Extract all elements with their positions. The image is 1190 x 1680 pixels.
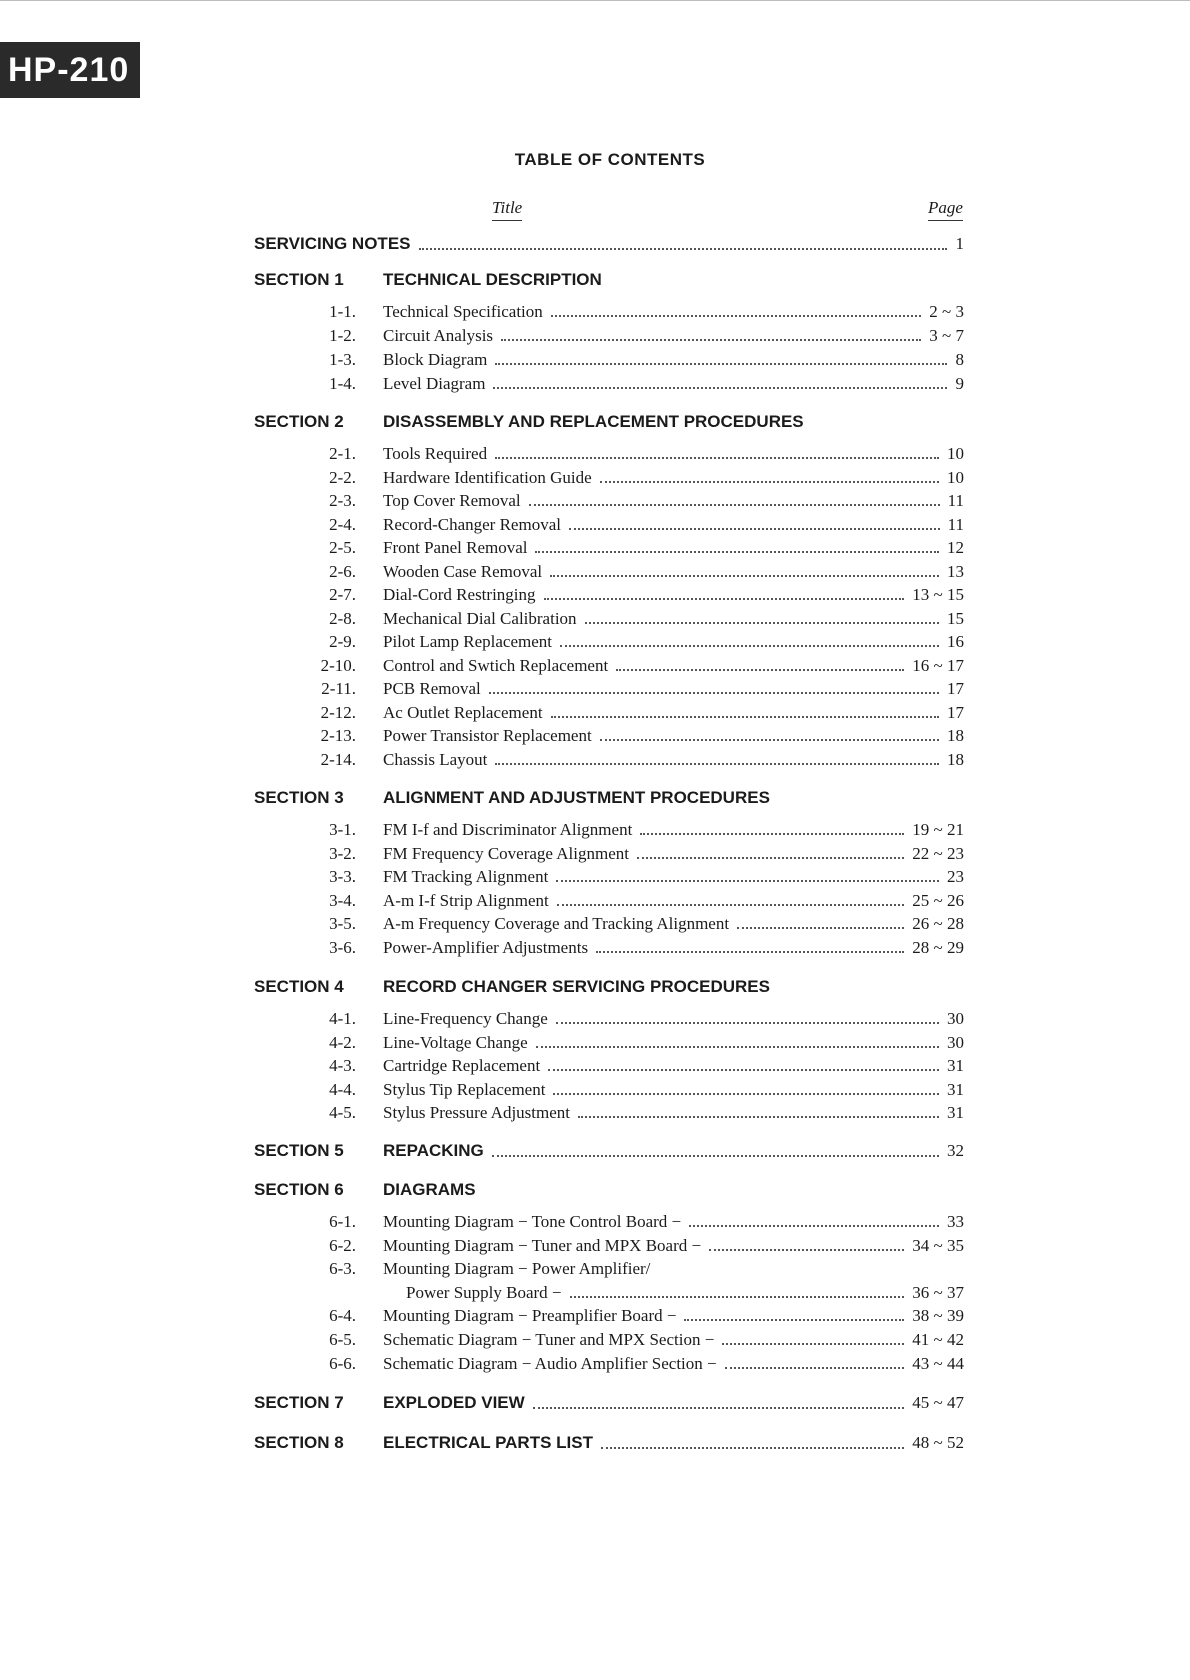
item-page	[890, 1033, 964, 1053]
section-heading	[0, 1180, 1190, 1206]
item-number: 2-13.	[320, 726, 356, 745]
toc-row	[0, 1033, 1190, 1057]
item-title: Dial-Cord Restringing	[383, 585, 536, 604]
leader-dots	[560, 645, 939, 647]
item-page-number: 18	[947, 726, 964, 745]
leader-dots	[556, 1022, 939, 1024]
model-badge: HP-210	[0, 42, 140, 98]
item-page	[890, 1330, 964, 1350]
toc-row	[0, 1306, 1190, 1330]
item-page-number: 38 ~ 39	[912, 1306, 964, 1326]
item-page-number: 41 ~ 42	[912, 1330, 964, 1349]
item-page	[890, 538, 964, 558]
item-page	[890, 1354, 964, 1374]
toc-row	[0, 302, 1190, 326]
item-page-number: 13	[947, 561, 964, 581]
section-page	[890, 1433, 964, 1453]
leader-dots	[489, 692, 939, 694]
toc-row	[0, 350, 1190, 374]
item-page-number: 34 ~ 35	[912, 1235, 964, 1255]
item-number: 6-6.	[329, 1353, 356, 1373]
item-title: A-m Frequency Coverage and Tracking Alignment	[383, 914, 730, 934]
leader-dots	[501, 339, 921, 341]
item-number: 1-3.	[329, 350, 356, 369]
toc-row	[0, 515, 1190, 539]
item-page	[890, 1212, 964, 1232]
item-title: Hardware Identification Guide	[383, 467, 592, 487]
item-page-number: 30	[947, 1032, 964, 1052]
item-number: 3-5.	[329, 914, 356, 934]
leader-dots	[550, 575, 939, 577]
item-number: 3-6.	[329, 938, 356, 957]
item-number: 3-2.	[329, 843, 356, 863]
toc-row	[0, 844, 1190, 868]
toc-row	[0, 538, 1190, 562]
item-number: 2-1.	[329, 444, 356, 463]
item-page	[890, 491, 964, 511]
item-number: 2-12.	[320, 702, 356, 722]
item-title: Schematic Diagram − Tuner and MPX Section −	[383, 1330, 715, 1349]
item-page-number: 33	[947, 1212, 964, 1231]
item-page-number: 11	[947, 514, 964, 534]
leader-dots	[600, 739, 939, 741]
item-title: Power Transistor Replacement	[383, 726, 592, 745]
toc-row	[0, 938, 1190, 962]
item-number: 2-8.	[329, 608, 356, 628]
item-number: 6-3.	[329, 1259, 356, 1279]
item-page-number: 19 ~ 21	[912, 820, 964, 839]
item-page	[890, 1009, 964, 1029]
leader-dots	[529, 504, 940, 506]
item-number: 1-2.	[329, 326, 356, 345]
leader-dots	[616, 669, 904, 671]
item-number: 3-1.	[329, 820, 356, 839]
item-page-number: 30	[947, 1009, 964, 1028]
item-page-number: 2 ~ 3	[929, 302, 964, 321]
section-heading	[0, 788, 1190, 814]
item-page-number: 10	[947, 467, 964, 487]
item-page-number: 15	[947, 608, 964, 628]
item-page	[890, 867, 964, 887]
section-title: TECHNICAL DESCRIPTION	[383, 270, 602, 289]
leader-dots	[492, 1155, 939, 1157]
section-page-number: 48 ~ 52	[912, 1433, 964, 1452]
toc-row	[0, 632, 1190, 656]
toc-row	[0, 1080, 1190, 1104]
toc-row	[0, 374, 1190, 398]
section-page	[890, 1393, 964, 1413]
item-page	[890, 326, 964, 346]
section-title: DISASSEMBLY AND REPLACEMENT PROCEDURES	[383, 412, 804, 431]
item-number: 2-7.	[329, 585, 356, 604]
toc-row	[0, 468, 1190, 492]
leader-dots	[585, 622, 939, 624]
item-number: 6-1.	[329, 1212, 356, 1231]
section-heading	[0, 1141, 1190, 1167]
item-title: Ac Outlet Replacement	[383, 702, 543, 722]
item-page-number: 12	[947, 538, 964, 557]
item-page	[890, 938, 964, 958]
toc-row	[0, 1283, 1190, 1307]
toc-row	[0, 609, 1190, 633]
item-page	[890, 1236, 964, 1256]
servicing-notes-page-number: 1	[955, 234, 964, 253]
item-title: Mounting Diagram − Power Amplifier/	[383, 1259, 651, 1279]
section-title: EXPLODED VIEW	[383, 1393, 525, 1412]
item-page-number: 16	[947, 632, 964, 651]
item-number: 2-10.	[320, 655, 356, 675]
section-heading	[0, 1433, 1190, 1459]
leader-dots	[737, 927, 904, 929]
item-title: Cartridge Replacement	[383, 1056, 541, 1076]
item-page-number: 9	[955, 374, 964, 393]
item-title: Schematic Diagram − Audio Amplifier Section −	[383, 1353, 717, 1373]
item-title: Mounting Diagram − Tone Control Board −	[383, 1212, 682, 1231]
leader-dots	[725, 1367, 904, 1369]
item-number: 2-5.	[329, 538, 356, 557]
leader-dots	[689, 1225, 939, 1227]
toc-row	[0, 656, 1190, 680]
section-number: SECTION 4	[254, 977, 344, 996]
leader-dots	[495, 763, 939, 765]
section-number: SECTION 5	[254, 1141, 344, 1160]
item-page-number: 31	[947, 1079, 964, 1099]
item-page	[890, 891, 964, 911]
item-page-number: 22 ~ 23	[912, 843, 964, 863]
item-title: Mounting Diagram − Tuner and MPX Board −	[383, 1235, 702, 1255]
item-title: FM Tracking Alignment	[383, 867, 549, 887]
leader-dots	[569, 528, 940, 530]
toc-row	[0, 562, 1190, 586]
item-title: Power Supply Board −	[406, 1282, 562, 1302]
section-number: SECTION 8	[254, 1433, 344, 1452]
leader-dots	[557, 904, 904, 906]
leader-dots	[640, 833, 904, 835]
leader-dots	[601, 1447, 904, 1449]
leader-dots	[596, 951, 904, 953]
leader-dots	[544, 598, 904, 600]
item-number: 2-11.	[321, 679, 356, 698]
item-title: Level Diagram	[383, 374, 486, 393]
section-page	[890, 1141, 964, 1161]
column-title-heading: Title	[492, 198, 522, 221]
toc-row	[0, 1259, 1190, 1283]
item-number: 3-4.	[329, 890, 356, 910]
section-title: REPACKING	[383, 1141, 484, 1160]
item-title: Pilot Lamp Replacement	[383, 632, 553, 651]
section-page-number: 45 ~ 47	[912, 1393, 964, 1412]
item-title: FM Frequency Coverage Alignment	[383, 843, 629, 863]
item-title: Mounting Diagram − Preamplifier Board −	[383, 1306, 677, 1326]
item-number: 2-14.	[320, 749, 356, 769]
item-number: 2-4.	[329, 514, 356, 534]
item-title: Chassis Layout	[383, 749, 488, 769]
toc-row	[0, 1009, 1190, 1033]
toc-row	[0, 750, 1190, 774]
item-page-number: 18	[947, 749, 964, 769]
leader-dots	[684, 1319, 904, 1321]
item-page	[890, 1306, 964, 1326]
leader-dots	[551, 315, 921, 317]
item-page	[890, 726, 964, 746]
leader-dots	[600, 481, 939, 483]
section-title: ELECTRICAL PARTS LIST	[383, 1433, 593, 1452]
item-page	[890, 750, 964, 770]
item-page	[890, 444, 964, 464]
servicing-notes-label: SERVICING NOTES	[254, 234, 411, 253]
item-title: FM I-f and Discriminator Alignment	[383, 820, 633, 839]
item-page	[890, 562, 964, 582]
item-page-number: 13 ~ 15	[912, 585, 964, 604]
item-title: Stylus Pressure Adjustment	[383, 1103, 571, 1123]
item-title: Technical Specification	[383, 302, 543, 321]
item-number: 2-9.	[329, 632, 356, 651]
leader-dots	[570, 1296, 904, 1298]
column-page-heading: Page	[928, 198, 963, 221]
item-number: 2-2.	[329, 467, 356, 487]
toc-row	[0, 891, 1190, 915]
toc-row	[0, 326, 1190, 350]
leader-dots	[556, 880, 939, 882]
item-page	[890, 468, 964, 488]
toc-row	[0, 703, 1190, 727]
item-page	[890, 515, 964, 535]
leader-dots	[495, 457, 939, 459]
toc-row	[0, 726, 1190, 750]
item-title: Line-Voltage Change	[383, 1032, 528, 1052]
section-title: ALIGNMENT AND ADJUSTMENT PROCEDURES	[383, 788, 770, 807]
item-page-number: 43 ~ 44	[912, 1353, 964, 1373]
item-title: Wooden Case Removal	[383, 561, 543, 581]
section-title: RECORD CHANGER SERVICING PROCEDURES	[383, 977, 770, 996]
item-page	[890, 1056, 964, 1076]
item-title: Mechanical Dial Calibration	[383, 608, 577, 628]
toc-row	[0, 444, 1190, 468]
item-number: 6-4.	[329, 1306, 356, 1326]
section-heading	[0, 977, 1190, 1003]
leader-dots	[578, 1116, 939, 1118]
item-page-number: 3 ~ 7	[929, 326, 964, 345]
item-title: Power-Amplifier Adjustments	[383, 938, 589, 957]
item-page	[890, 632, 964, 652]
toc-row	[0, 1212, 1190, 1236]
leader-dots	[548, 1069, 939, 1071]
item-title: Tools Required	[383, 444, 488, 463]
toc-row	[0, 1056, 1190, 1080]
section-page-number: 32	[947, 1141, 964, 1160]
toc-row	[0, 1236, 1190, 1260]
item-page-number: 8	[955, 350, 964, 369]
item-number: 4-4.	[329, 1079, 356, 1099]
item-page	[890, 679, 964, 699]
item-number: 1-1.	[329, 302, 356, 321]
item-number: 6-2.	[329, 1235, 356, 1255]
leader-dots	[553, 1093, 939, 1095]
leader-dots	[495, 363, 947, 365]
item-page	[890, 1103, 964, 1123]
section-heading	[0, 1393, 1190, 1419]
item-title: Control and Swtich Replacement	[383, 655, 609, 675]
item-number: 2-3.	[329, 491, 356, 510]
item-title: A-m I-f Strip Alignment	[383, 890, 549, 910]
section-number: SECTION 1	[254, 270, 344, 289]
item-page	[890, 1283, 964, 1303]
section-number: SECTION 3	[254, 788, 344, 807]
leader-dots	[536, 1046, 939, 1048]
toc-row	[0, 914, 1190, 938]
item-page-number: 31	[947, 1056, 964, 1076]
toc-row	[0, 1330, 1190, 1354]
leader-dots	[637, 857, 904, 859]
item-title: Front Panel Removal	[383, 538, 528, 557]
item-page-number: 17	[947, 679, 964, 698]
section-number: SECTION 6	[254, 1180, 344, 1199]
toc-row	[0, 1103, 1190, 1127]
toc-row	[0, 820, 1190, 844]
section-number: SECTION 2	[254, 412, 344, 431]
section-heading	[0, 412, 1190, 438]
item-title: PCB Removal	[383, 679, 481, 698]
item-page	[890, 609, 964, 629]
item-page-number: 25 ~ 26	[912, 890, 964, 910]
item-page	[890, 302, 964, 322]
item-page	[890, 374, 964, 394]
item-number: 2-6.	[329, 561, 356, 581]
item-page-number: 23	[947, 867, 964, 887]
item-title: Stylus Tip Replacement	[383, 1079, 546, 1099]
item-number: 4-1.	[329, 1009, 356, 1028]
section-heading	[0, 270, 1190, 296]
section-title: DIAGRAMS	[383, 1180, 476, 1199]
item-page	[890, 656, 964, 676]
item-title: Line-Frequency Change	[383, 1009, 548, 1028]
item-title: Circuit Analysis	[383, 326, 494, 345]
leader-dots	[551, 716, 939, 718]
toc-row	[0, 491, 1190, 515]
item-number: 4-3.	[329, 1056, 356, 1076]
toc-row	[0, 867, 1190, 891]
item-page-number: 36 ~ 37	[912, 1282, 964, 1302]
leader-dots	[533, 1407, 904, 1409]
item-page	[890, 350, 964, 370]
item-page-number: 26 ~ 28	[912, 914, 964, 934]
item-page	[890, 820, 964, 840]
item-page-number: 11	[947, 491, 964, 510]
item-page	[890, 914, 964, 934]
leader-dots	[493, 387, 947, 389]
servicing-notes-page	[890, 234, 964, 254]
item-number: 3-3.	[329, 867, 356, 887]
page-title: TABLE OF CONTENTS	[514, 150, 706, 169]
leader-dots	[709, 1249, 904, 1251]
item-page	[890, 585, 964, 605]
item-number: 1-4.	[329, 374, 356, 393]
item-number: 6-5.	[329, 1330, 356, 1349]
servicing-notes-row	[0, 234, 1190, 260]
section-number: SECTION 7	[254, 1393, 344, 1412]
item-page-number: 17	[947, 702, 964, 722]
item-title: Top Cover Removal	[383, 491, 521, 510]
item-number: 4-2.	[329, 1032, 356, 1052]
toc-row	[0, 1354, 1190, 1378]
top-rule	[0, 0, 1190, 1]
leader-dots	[722, 1343, 904, 1345]
item-page-number: 16 ~ 17	[912, 655, 964, 675]
toc-row	[0, 679, 1190, 703]
item-page-number: 31	[947, 1103, 964, 1123]
toc-row	[0, 585, 1190, 609]
item-page	[890, 703, 964, 723]
leader-dots	[419, 248, 947, 250]
item-number: 4-5.	[329, 1103, 356, 1123]
leader-dots	[535, 551, 939, 553]
item-title: Block Diagram	[383, 350, 488, 369]
item-page	[890, 844, 964, 864]
item-title: Record-Changer Removal	[383, 514, 561, 534]
item-page	[890, 1080, 964, 1100]
item-page-number: 28 ~ 29	[912, 938, 964, 957]
item-page-number: 10	[947, 444, 964, 463]
